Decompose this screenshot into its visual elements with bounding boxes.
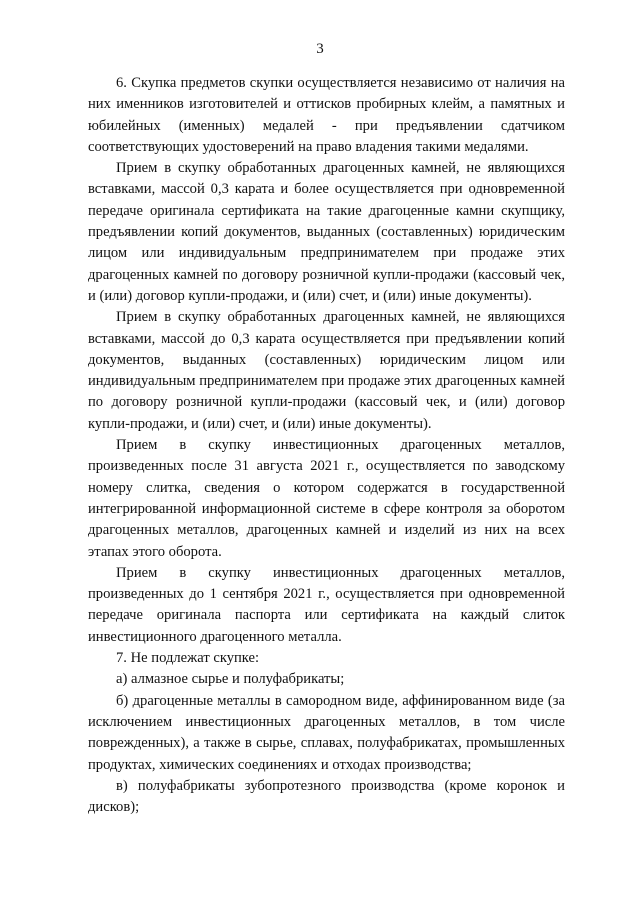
paragraph-stones-under-0-3: Прием в скупку обработанных драгоценных камней, не являющихся вставками, массой до 0,3 карата осуществляется при предъявлении копий документов, выданных (составленных) юридическим лицом или индивидуальным предпринимателем при продаже этих драгоценных камней по договору розничной купли-продажи (кассовый чек, и (или) договор купли-продажи, и (или) счет, и (или) иные документы). [88,309,565,432]
paragraph-7-heading: 7. Не подлежат скупке: [116,650,260,667]
paragraph-stones-0-3-and-more: Прием в скупку обработанных драгоценных камней, не являющихся вставками, массой 0,3 карата и более осуществляется при одновременной передаче оригинала сертификата на такие драгоценные камни скупщику, предъявлении копий документов, выданных (составленных) юридическим лицом или индивидуальным предпринимателем при продаже этих драгоценных камней по договору розничной купли-продажи (кассовый чек, и (или) договор купли-продажи, и (или) счет, и (или) иные документы). [88,160,565,304]
list-item-a: а) алмазное сырье и полуфабрикаты; [116,671,345,688]
document-body [88,73,565,818]
paragraph-6-general: 6. Скупка предметов скупки осуществляется независимо от наличия на них именников изготовителей и оттисков пробирных клейм, а памятных и юбилейных (именных) медалей - при предъявлении сдатчиком соответствующих удостоверений на право владения такими медалями. [88,75,565,155]
list-item-b: б) драгоценные металлы в самородном виде, аффинированном виде (за исключением инвестиционных драгоценных металлов, в том числе поврежденных), а также в сырье, сплавах, полуфабрикатах, промышленных продуктах, химических соединениях и отходах производства; [88,692,565,773]
paragraph-metals-before-2021: Прием в скупку инвестиционных драгоценных металлов, произведенных до 1 сентября 2021 г., осуществляется при одновременной передаче оригинала паспорта или сертификата на каждый слиток инвестиционного драгоценного металла. [88,564,565,645]
page-number: 3 [316,41,324,57]
list-item-v: в) полуфабрикаты зубопротезного производства (кроме коронок и дисков); [88,777,565,816]
paragraph-metals-after-2021: Прием в скупку инвестиционных драгоценных металлов, произведенных после 31 августа 2021 г., осуществляется по заводскому номеру слитка, сведения о котором содержатся в государственной интегрированной информационной системе в сфере контроля за оборотом драгоценных металлов, драгоценных камней и изделий из них на всех этапах этого оборота. [88,437,565,560]
